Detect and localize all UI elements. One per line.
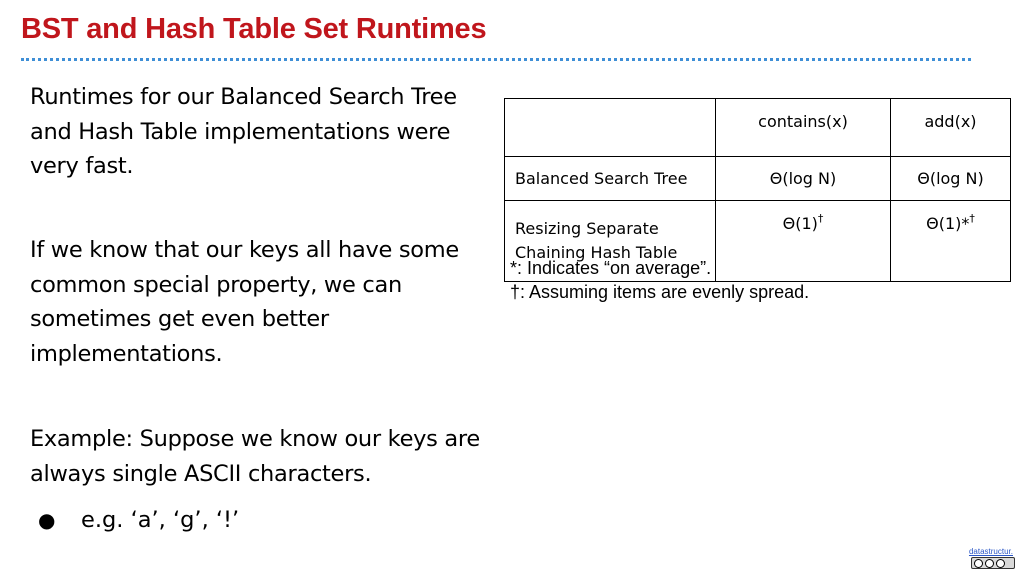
footnote-average: *: Indicates “on average”. [510,258,712,278]
footnote-spread: †: Assuming items are evenly spread. [510,282,810,302]
table-cell-hash-add [891,201,1011,282]
creative-commons-icon [971,557,1015,569]
table-header-cell-empty [505,99,716,157]
hash-name-line2: Chaining Hash Table [515,243,678,262]
paragraph-example: Example: Suppose we know our keys are always single ASCII characters. [30,426,480,487]
table-cell-bst-name: Balanced Search Tree [505,157,716,201]
table-cell-bst-add [891,157,1011,201]
hash-contains-mark: † [817,212,824,225]
bullet-text: e.g. ‘a’, ‘g’, ‘!’ [81,507,240,533]
cc-circle-icon [974,559,983,568]
by-circle-icon [985,559,994,568]
footer-link[interactable]: datastructur. [968,547,1013,556]
title-divider [21,58,971,61]
table-header-contains: contains(x) [716,99,891,157]
table-cell-bst-contains [716,157,891,201]
paragraph-runtimes: Runtimes for our Balanced Search Tree and Hash Table implementations were very fast. [30,84,457,179]
table-header-row [505,99,1011,157]
bullet-item [38,503,239,537]
hash-add-value: Θ(1)* [926,214,970,233]
runtime-table [504,98,1011,282]
table-row [505,157,1011,201]
hash-name-line1: Resizing Separate [515,219,659,238]
paragraph-special-property: If we know that our keys all have some common special property, we can sometimes get even better implementations. [30,237,459,367]
slide-title: BST and Hash Table Set Runtimes [21,13,487,45]
table-cell-hash-contains [716,201,891,282]
hash-add-mark: † [969,212,975,225]
table-header-add: add(x) [891,99,1011,157]
nc-circle-icon [996,559,1005,568]
bst-contains-value: Θ(log N) [769,169,837,188]
bullet-dot-icon: ● [38,508,56,532]
bst-add-value: Θ(log N) [917,169,984,188]
hash-contains-value: Θ(1) [782,214,818,233]
